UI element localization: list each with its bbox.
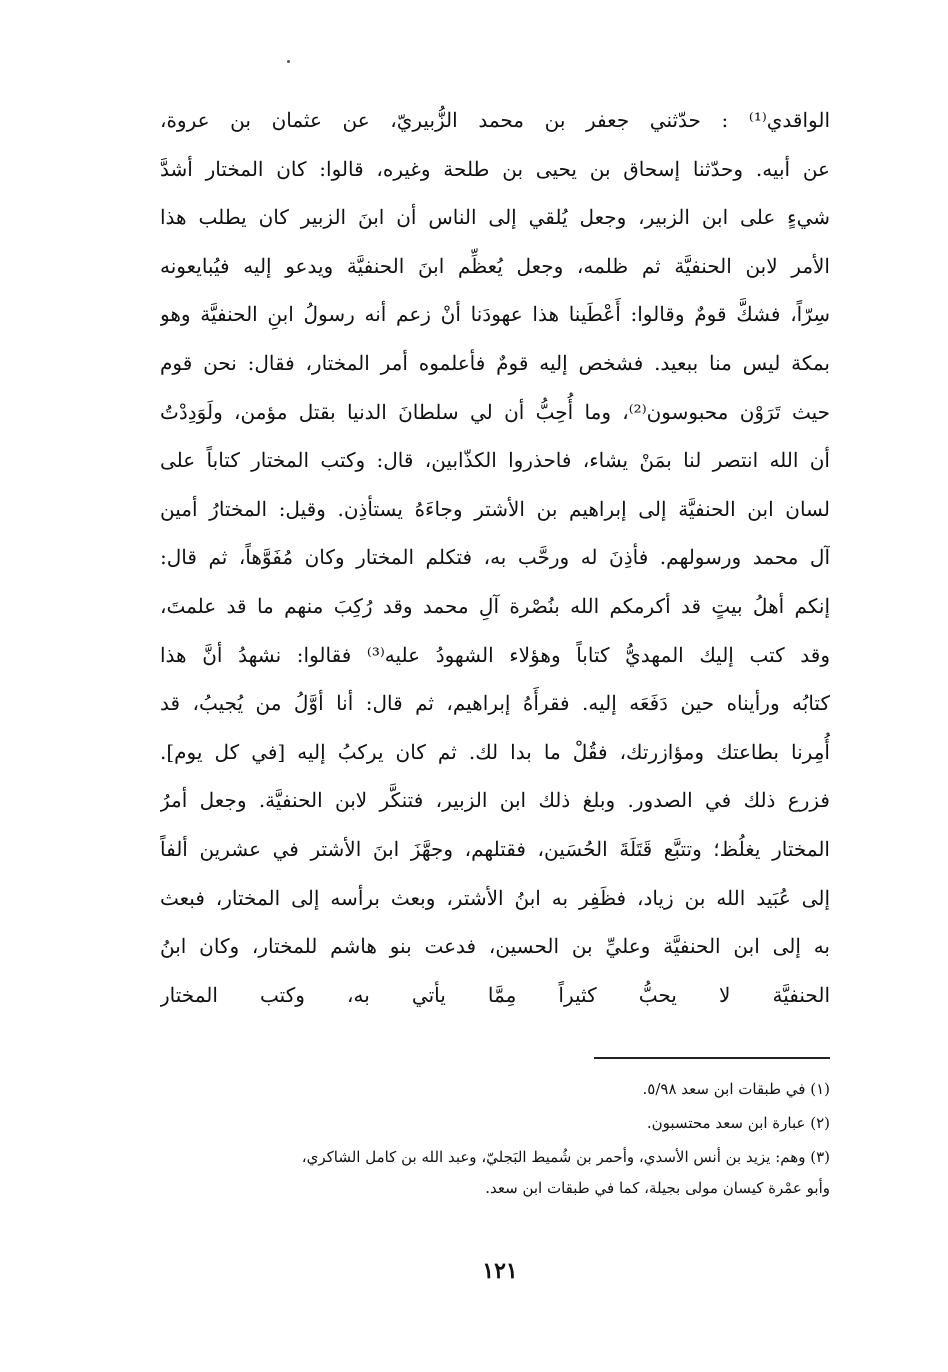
text-line: حيث تَرَوْن محبوسون⁽²⁾، وما أُحِبُّ أن لي سلطانَ الدنيا بقتل مؤمن، ولَوَدِدْتُ [160,399,830,424]
text-line: إنكم أهلُ بيتٍ قد أكرمكم الله بنُصْرة آلِ محمد وقد رُكِبَ منهم ما قد علمتَ، [160,593,830,618]
text-line: فزرع ذلك في الصدور. وبلغ ذلك ابن الزبير، فتنكَّر لابن الحنفيَّة. وجعل أمرُ [160,788,830,813]
text-line: به إلى ابن الحنفيَّة وعليِّ بن الحسين، فدعت بنو هاشم للمختار، وكان ابنُ [160,934,830,959]
footnote-3-continued: وأبو عمْرة كيسان مولى بجيلة، كما في طبقات ابن سعد. [485,1179,830,1197]
text-line: كتابُه ورأيناه حين دَفَعَه إليه. فقرأَهُ إبراهيم، ثم قال: أنا أوَّلُ من يُجيبُ، قد [160,691,830,716]
main-text [160,96,830,1019]
text-line: بمكة ليس منا ببعيد. فشخص إليه قومٌ فأعلموه أمر المختار، فقال: نحن قوم [160,350,830,375]
text-line: الأمر لابن الحنفيَّة ثم ظلمه، وجعل يُعظِّم ابنَ الحنفيَّة ويدعو إليه فيُبايعونه [160,253,830,278]
text-line: لسان ابن الحنفيَّة إلى إبراهيم بن الأشتر وجاءَهُ يستأذِن. وقيل: المختارُ أمين [160,496,830,521]
text-line: أن الله انتصر لنا بمَنْ يشاء، فاحذروا الكذّابين، قال: وكتب المختار كتاباً على [160,448,830,473]
text-line: المختار يغلُظ؛ وتتبَّع قَتَلَةَ الحُسَين، فقتلهم، وجهَّزَ ابنَ الأشتر في عشرين ألفاً [160,836,830,861]
text-line: إلى عُبَيد الله بن زياد، فظَفِر به ابنُ الأشتر، وبعث برأسه إلى المختار، فبعث [160,885,830,910]
footnote-1: (١) في طبقات ابن سعد ٥/٩٨. [642,1080,830,1098]
text-line: الواقدي⁽¹⁾ : حدّثني جعفر بن محمد الزُّبيريّ، عن عثمان بن عروة، [160,108,830,132]
footnote-divider [594,1057,830,1059]
footnote-2: (٢) عبارة ابن سعد محتسبون. [646,1114,830,1132]
text-line: سِرّاً، فشكَّ قومٌ وقالوا: أَعْطَينا هذا عهودَنا أنْ زعم أنه رسولُ ابنِ الحنفيَّة وهو [160,302,830,327]
footnotes [150,1072,830,1202]
text-line: آل محمد ورسولهم. فأذِنَ له ورحَّب به، فتكلم المختار وكان مُفَوَّهاً، ثم قال: [160,545,830,570]
text-line: شيءٍ على ابن الزبير، وجعل يُلقي إلى الناس أن ابنَ الزبير كان يطلب هذا [160,205,830,230]
text-line: عن أبيه. وحدّثنا إسحاق بن يحيى بن طلحة وغيره، قالوا: كان المختار أشدَّ [160,156,830,181]
page-speck [287,60,290,63]
footnote-3: (٣) وهم: يزيد بن أنس الأسدي، وأحمر بن شُميط البَجليّ، وعبد الله بن كامل الشاكري، [301,1148,830,1166]
text-line: الحنفيَّة لا يحبُّ كثيراً مِمَّا يأتي به، وكتب المختار [160,982,830,1007]
text-line: وقد كتب إليك المهديُّ كتاباً وهؤلاء الشهودُ عليه⁽³⁾ فقالوا: نشهدُ أنَّ هذا [160,642,830,667]
page-number: ١٢١ [482,1258,518,1284]
text-line: أُمِرنا بطاعتك ومؤازرتك، فقُلْ ما بدا لك. ثم كان يركبُ إليه [في كل يوم]. [160,739,830,764]
